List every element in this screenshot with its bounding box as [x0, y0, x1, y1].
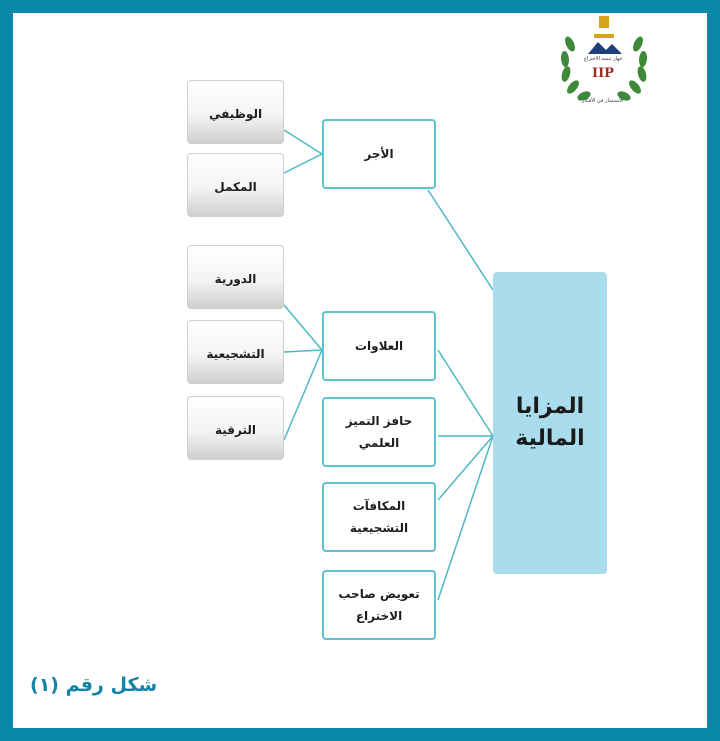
connector-functional-wage: [284, 130, 322, 154]
node-scientific-incentive-line1: حافز التميز: [345, 414, 413, 428]
node-financial-benefits: [493, 272, 607, 574]
node-functional-wage-label: الوظيفي: [208, 107, 263, 121]
node-wage-label: الأجر: [364, 147, 394, 161]
connector-promotion-allowance: [284, 350, 322, 440]
connector-incentive-allowance: [284, 350, 322, 352]
crest-icon: [599, 16, 609, 28]
node-inventor-compensation-line2: الاختراع: [355, 609, 403, 623]
node-financial-benefits-line2: المالية: [515, 426, 585, 451]
figure-caption: شكل رقم (١): [30, 674, 158, 696]
node-promotion-allowance-label: الترقية: [215, 423, 257, 437]
organization-logo: [558, 14, 650, 114]
node-allowances: [322, 311, 436, 381]
connector-rewards-main: [438, 436, 493, 500]
logo-bottom-text: الاستثمار في الأفكار: [582, 98, 624, 104]
node-incentive-allowance-label: التشجيعية: [206, 347, 265, 361]
mountain-icon: [588, 42, 622, 54]
node-inventor-compensation-line1: تعويض صاحب: [338, 587, 420, 601]
node-incentive-rewards-line1: المكافآت: [352, 499, 406, 513]
logo-top-text: جهاز تنمية الاختراع: [584, 56, 623, 62]
node-financial-benefits-line1: المزايا: [515, 394, 585, 419]
node-incentive-rewards: [322, 482, 436, 552]
node-functional-wage: [187, 80, 284, 144]
node-incentive-rewards-line2: التشجيعية: [349, 521, 409, 535]
node-periodic-allowance: [187, 245, 284, 309]
logo-initials: IIP: [592, 66, 614, 81]
node-supplementary-wage: [187, 153, 284, 217]
node-promotion-allowance: [187, 396, 284, 460]
connector-supplementary-wage: [284, 154, 322, 173]
node-scientific-incentive-line2: العلمي: [358, 436, 400, 450]
node-wage: [322, 119, 436, 189]
node-scientific-incentive: [322, 397, 436, 467]
node-incentive-allowance: [187, 320, 284, 384]
connector-inventor-main: [438, 436, 493, 600]
node-periodic-allowance-label: الدورية: [214, 272, 257, 286]
node-supplementary-wage-label: المكمل: [214, 180, 257, 194]
connector-periodic-allowance: [284, 305, 322, 350]
node-allowances-label: العلاوات: [354, 339, 404, 353]
connector-allowances-main: [438, 350, 493, 436]
connector-wage-main: [428, 190, 493, 290]
node-inventor-compensation: [322, 570, 436, 640]
